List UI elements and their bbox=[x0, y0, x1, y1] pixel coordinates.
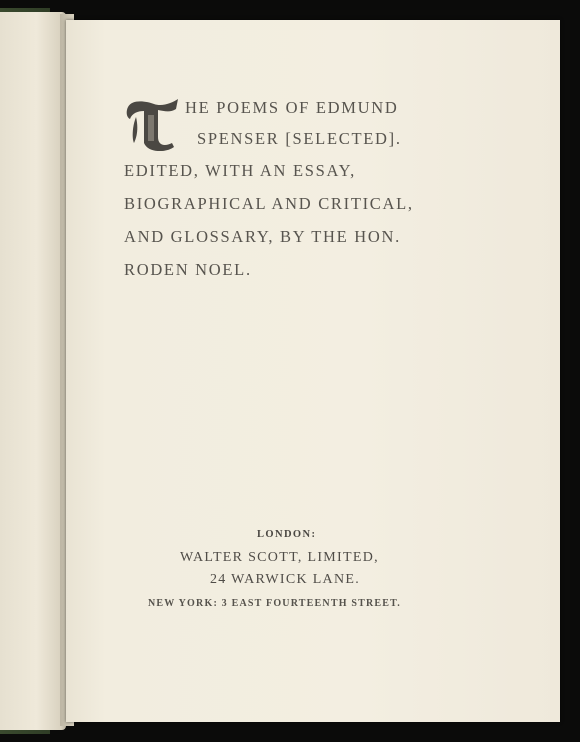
title-line-1: HE POEMS OF EDMUND bbox=[185, 98, 399, 117]
title-line-4: BIOGRAPHICAL AND CRITICAL, bbox=[124, 194, 414, 213]
drop-cap-t-icon bbox=[124, 97, 180, 151]
left-page bbox=[0, 12, 66, 730]
title-line-2: SPENSER [SELECTED]. bbox=[197, 129, 402, 148]
imprint-city: LONDON: bbox=[257, 529, 317, 540]
imprint-publisher: WALTER SCOTT, LIMITED, bbox=[180, 550, 379, 565]
imprint-new-york: NEW YORK: 3 EAST FOURTEENTH STREET. bbox=[148, 598, 401, 609]
title-line-3: EDITED, WITH AN ESSAY, bbox=[124, 161, 356, 180]
drop-cap-letter: T bbox=[124, 97, 125, 98]
imprint-address: 24 WARWICK LANE. bbox=[210, 572, 361, 587]
title-line-6: RODEN NOEL. bbox=[124, 260, 252, 279]
title-line-5: AND GLOSSARY, BY THE HON. bbox=[124, 227, 401, 246]
